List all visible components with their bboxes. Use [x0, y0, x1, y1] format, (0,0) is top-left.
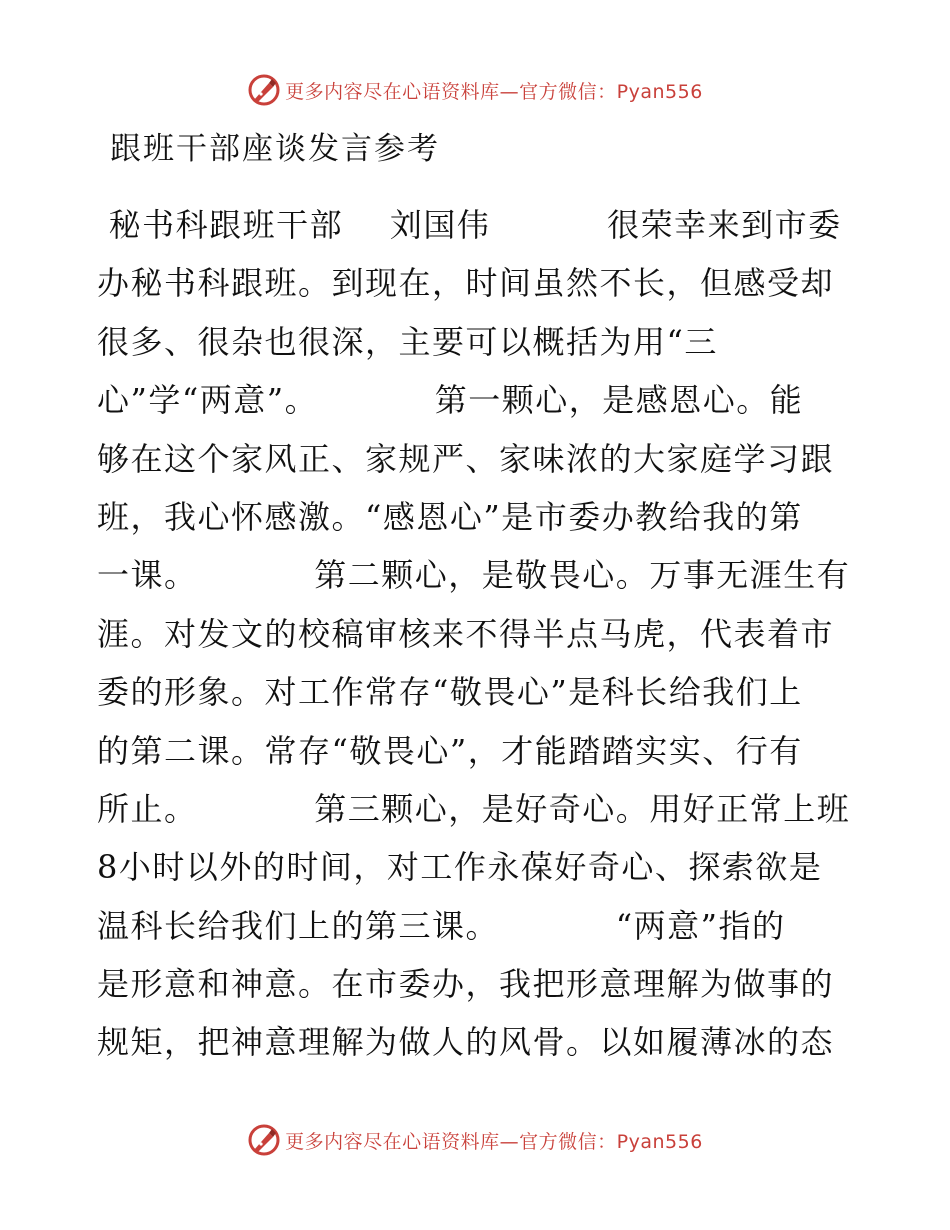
- pen-logo-icon: [247, 1123, 281, 1157]
- body-line: 8小时以外的时间，对工作永葆好奇心、探索欲是: [97, 848, 823, 887]
- body-line: 班，我心怀感激。“感恩心”是市委办教给我的第: [97, 497, 803, 536]
- body-line: 规矩，把神意理解为做人的风骨。以如履薄冰的态: [97, 1023, 835, 1062]
- body-line: 的第二课。常存“敬畏心”，才能踏踏实实、行有: [97, 731, 803, 770]
- watermark-header: [0, 70, 950, 110]
- watermark-text: 更多内容尽在心语资料库—官方微信：Pyan556: [285, 80, 703, 103]
- body-line: 是形意和神意。在市委办，我把形意理解为做事的: [97, 965, 835, 1004]
- body-line: 一课。 第二颗心，是敬畏心。万事无涯生有: [97, 556, 851, 595]
- watermark-text: 更多内容尽在心语资料库—官方微信：Pyan556: [285, 1130, 703, 1153]
- body-line: 很多、很杂也很深，主要可以概括为用“三: [97, 322, 718, 361]
- body-line: 秘书科跟班干部 刘国伟 很荣幸来到市委: [97, 206, 842, 244]
- pen-logo-icon: [247, 73, 281, 107]
- watermark-footer: [0, 1120, 950, 1160]
- body-line: 够在这个家风正、家规严、家味浓的大家庭学习跟: [97, 439, 835, 478]
- body-line: 委的形象。对工作常存“敬畏心”是科长给我们上: [97, 673, 803, 712]
- body-line: 心”学“两意”。 第一颗心，是感恩心。能: [97, 381, 804, 420]
- body-line: 所止。 第三颗心，是好奇心。用好正常上班: [97, 789, 851, 828]
- document-body: [97, 196, 849, 1072]
- body-line: 涯。对发文的校稿审核来不得半点马虎，代表着市: [97, 614, 835, 653]
- document-title: 跟班干部座谈发言参考: [110, 131, 440, 167]
- body-line: 办秘书科跟班。到现在，时间虽然不长，但感受却: [97, 264, 835, 303]
- body-line: 温科长给我们上的第三课。 “两意”指的: [97, 906, 786, 945]
